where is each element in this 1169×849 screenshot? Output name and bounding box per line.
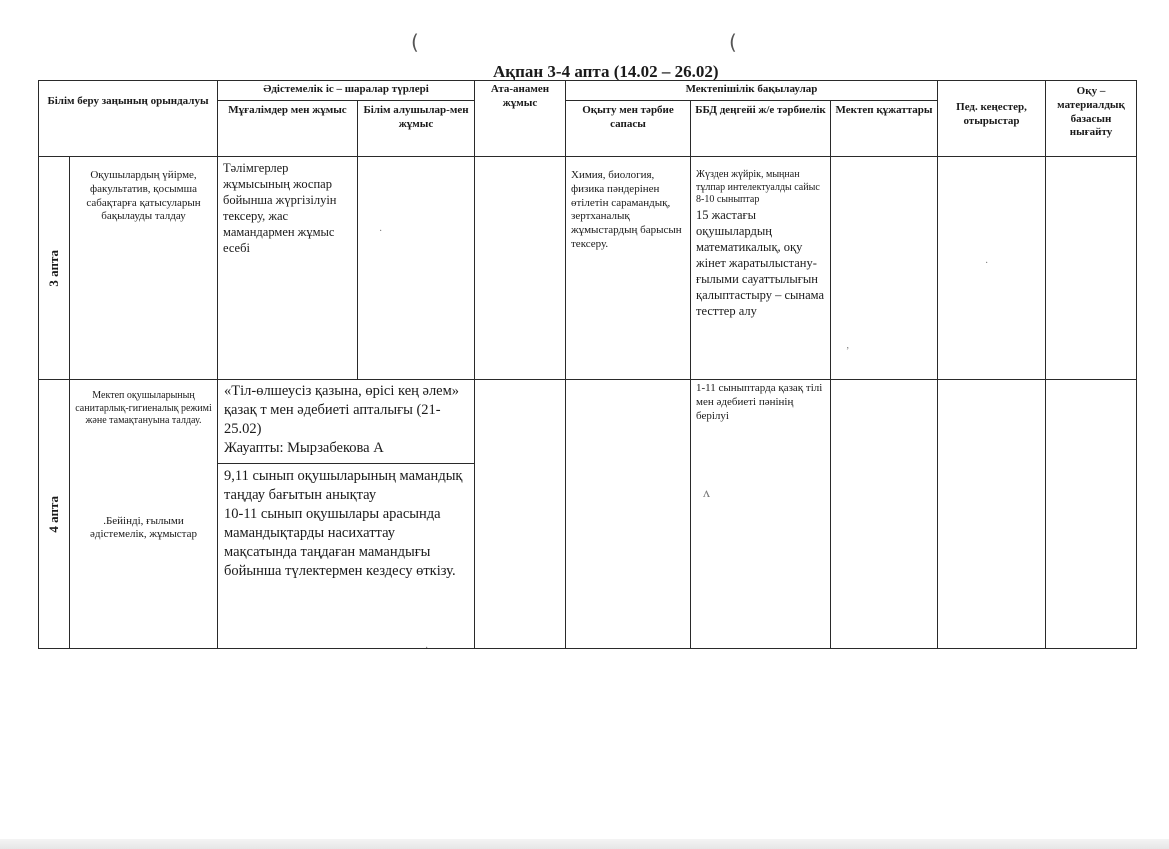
header-parents: Ата-анамен жұмыс <box>475 81 566 157</box>
bbd-cell <box>691 380 831 649</box>
scan-artifact: ʼ <box>846 346 850 357</box>
table-row-week-3 <box>39 157 1137 380</box>
scan-artifact: ʌ <box>703 486 710 501</box>
scan-edge <box>0 839 1169 849</box>
career-choice-event: 9,11 сынып оқушыларының мамандық таңдау бағытын анықтау <box>224 467 463 503</box>
header-base: Оқу – материалдық базасын нығайту <box>1046 81 1137 157</box>
bbd-kazakh-lessons: 1-11 сыныптарда қазақ тілі мен әдебиеті пәнінің берілуі <box>696 382 823 422</box>
quality-cell: Химия, биология, физика пәндерінен өтілетін сарамандық, зертханалық жұмыстардың барысын тексеру. <box>566 157 691 380</box>
parents-cell <box>475 380 566 649</box>
table-row-week-4 <box>39 380 1137 649</box>
header-teachers: Мұғалімдер мен жұмыс <box>218 101 358 157</box>
councils-cell <box>938 157 1046 380</box>
bbd-contest: Жүзден жүйрік, мыңнан тұлпар интелектуалды сайыс 8-10 сыныптар <box>696 169 820 205</box>
document-title: Ақпан 3-4 апта (14.02 – 26.02) <box>493 62 719 81</box>
event-responsible: Жауапты: Мырзабекова А <box>224 440 384 457</box>
week-label: 3 апта <box>45 249 61 287</box>
scan-artifact: · <box>379 226 383 237</box>
header-method-group: Әдістемелік іс – шаралар түрлері <box>218 81 475 101</box>
header-row <box>39 81 1137 101</box>
language-week-event: «Тіл-өлшеусіз қазына, өрісі кең әлем» қазақ т мен әдебиеті апталығы (21-25.02) <box>224 383 460 438</box>
base-cell <box>1046 157 1137 380</box>
law-cell: Оқушылардың үйірме, факультатив, қосымша сабақтарға қатысуларын бақылауды талдау <box>70 157 218 380</box>
events-cell <box>218 380 475 649</box>
students-cell <box>358 157 475 380</box>
header-bbd: ББД деңгейі ж/е тәрбиелік <box>691 101 831 157</box>
graduates-meeting-event: 10-11 сынып оқушылары арасында мамандықтарды насихаттау мақсатында таңдаған мамандығы бойынша түлектермен кездесу өткізу. <box>224 505 456 580</box>
docs-cell <box>831 380 938 649</box>
councils-cell <box>938 380 1046 649</box>
parents-cell <box>475 157 566 380</box>
bbd-cell <box>691 157 831 380</box>
law-profile-work: .Бейінді, ғылыми әдістемелік, жұмыстар <box>90 514 197 541</box>
teachers-cell: Тәлімгерлер жұмысының жоспар бойынша жүргізілуін тексеру, жас мамандармен жұмыс есебі <box>218 157 358 380</box>
law-cell <box>70 380 218 649</box>
plan-table <box>38 80 1137 649</box>
header-control-group: Мектепішілік бақылаулар <box>566 81 938 101</box>
header-councils: Пед. кеңестер, отырыстар <box>938 81 1046 157</box>
header-law: Білім беру заңының орындалуы <box>39 81 218 157</box>
header-docs: Мектеп құжаттары <box>831 101 938 157</box>
law-sanitary: Мектеп оқушыларының санитарлық-гигиеналық режимі және тамақтануына талдау. <box>75 390 212 426</box>
scan-artifact: · <box>985 258 989 269</box>
header-students: Білім алушылар-мен жұмыс <box>358 101 475 157</box>
scan-artifact: ( <box>411 30 419 54</box>
week-label-cell <box>39 380 70 649</box>
scan-artifact: · <box>425 643 429 654</box>
scan-artifact: ( <box>729 30 737 54</box>
week-label-cell <box>39 157 70 380</box>
base-cell <box>1046 380 1137 649</box>
header-quality: Оқыту мен тәрбие сапасы <box>566 101 691 157</box>
quality-cell <box>566 380 691 649</box>
bbd-test: 15 жастағы оқушылардың математикалық, оқу жінет жаратылыстану-ғылыми сауаттылығын қалыптастыру – сынама тесттер алу <box>696 207 825 318</box>
week-label: 4 апта <box>45 495 61 533</box>
